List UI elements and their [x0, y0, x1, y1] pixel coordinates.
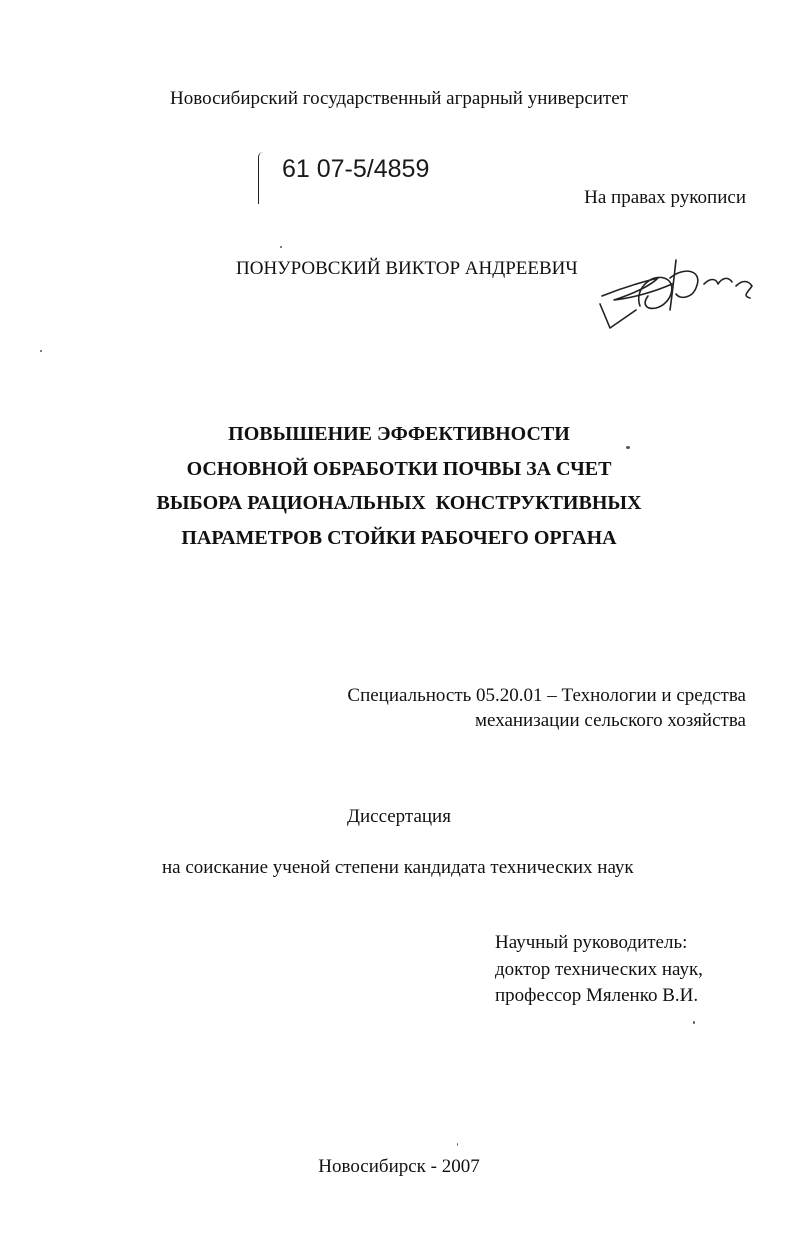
degree-statement: на соискание ученой степени кандидата технических наук: [162, 857, 634, 878]
specialty-block: [347, 683, 746, 733]
supervisor-label: Научный руководитель:: [495, 932, 688, 953]
supervisor-block: [495, 930, 703, 1010]
title-line: ОСНОВНОЙ ОБРАБОТКИ ПОЧВЫ ЗА СЧЕТ: [186, 457, 612, 480]
scan-speck: [457, 1143, 458, 1146]
scan-speck: [693, 1021, 695, 1024]
scan-speck: [280, 246, 282, 248]
supervisor-name: профессор Мяленко В.И.: [495, 985, 699, 1006]
author-name: ПОНУРОВСКИЙ ВИКТОР АНДРЕЕВИЧ: [236, 258, 578, 279]
title-line: ВЫБОРА РАЦИОНАЛЬНЫХ КОНСТРУКТИВНЫХ: [156, 492, 642, 514]
title-line: ПАРАМЕТРОВ СТОЙКИ РАБОЧЕГО ОРГАНА: [181, 526, 617, 549]
archive-code: 61 07-5/4859: [282, 155, 430, 183]
document-type: Диссертация: [347, 806, 451, 827]
city-year: Новосибирск - 2007: [318, 1156, 480, 1177]
title-line: ПОВЫШЕНИЕ ЭФФЕКТИВНОСТИ: [228, 423, 570, 445]
dissertation-title: [0, 417, 798, 555]
manuscript-rights: На правах рукописи: [584, 187, 746, 208]
archive-stamp: [258, 148, 458, 208]
specialty-line: Специальность 05.20.01 – Технологии и средства: [347, 685, 746, 706]
scan-speck: [40, 350, 42, 352]
author-signature: [592, 248, 762, 338]
scan-speck: [626, 446, 630, 449]
university-name: Новосибирский государственный аграрный университет: [170, 88, 628, 109]
supervisor-degree: доктор технических наук,: [495, 958, 703, 980]
specialty-line: механизации сельского хозяйства: [474, 710, 746, 731]
archive-bracket-mark: [258, 152, 263, 204]
